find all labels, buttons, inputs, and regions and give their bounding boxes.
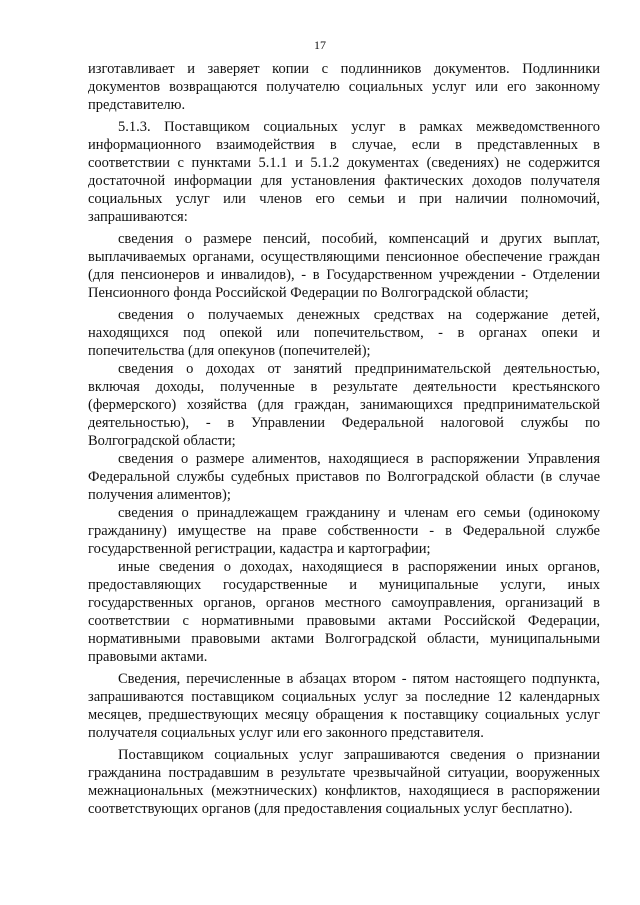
paragraph: сведения о размере алиментов, находящиеся в распоряжении Управления Федеральной службы судебных приставов по Волгоградской области (в случае получения алиментов); <box>88 451 600 503</box>
paragraph: сведения о принадлежащем гражданину и членам его семьи (одинокому гражданину) имуществе на праве собственности - в Федеральной службе государственной регистрации, кадастра и картографии; <box>88 505 600 557</box>
document-body <box>88 60 600 818</box>
paragraph: иные сведения о доходах, находящиеся в распоряжении иных органов, предоставляющих государственные и муниципальные услуги, иных государственных органов, органов местного самоуправления, организаций в соответствии с нормативными правовыми актами Российской Федерации, нормативными правовыми актами Волгоградской области, муниципальными правовыми актами. <box>88 559 600 665</box>
page-number: 17 <box>314 38 326 52</box>
paragraph: сведения о доходах от занятий предпринимательской деятельностью, включая доходы, полученные в результате деятельности крестьянского (фермерского) хозяйства (для граждан, занимающихся предпринимательской деятельностью), - в Управлении Федеральной налоговой службы по Волгоградской области; <box>88 361 600 449</box>
paragraph: сведения о размере пенсий, пособий, компенсаций и других выплат, выплачиваемых органами, осуществляющими пенсионное обеспечение граждан (для пенсионеров и инвалидов), - в Государственном учреждении - Отделении Пенсионного фонда Российской Федерации по Волгоградской области; <box>88 231 600 301</box>
paragraph: сведения о получаемых денежных средствах на содержание детей, находящихся под опекой или попечительством, - в органах опеки и попечительства (для опекунов (попечителей); <box>88 307 600 359</box>
paragraph: 5.1.3. Поставщиком социальных услуг в рамках межведомственного информационного взаимодействия в случае, если в представленных в соответствии с пунктами 5.1.1 и 5.1.2 документах (сведениях) не содержится достаточной информации для установления фактических доходов получателя социальных услуг или членов его семьи и при наличии полномочий, запрашиваются: <box>88 119 600 225</box>
paragraph: Сведения, перечисленные в абзацах втором - пятом настоящего подпункта, запрашиваются поставщиком социальных услуг за последние 12 календарных месяцев, предшествующих месяцу обращения к поставщику социальных услуг получателя социальных услуг или его законного представителя. <box>88 671 600 741</box>
paragraph: изготавливает и заверяет копии с подлинников документов. Подлинники документов возвращаются получателю социальных услуг или его законному представителю. <box>88 61 600 113</box>
paragraph: Поставщиком социальных услуг запрашиваются сведения о признании гражданина пострадавшим в результате чрезвычайной ситуации, вооруженных межнациональных (межэтнических) конфликтов, находящиеся в распоряжении соответствующих органов (для предоставления социальных услуг бесплатно). <box>88 747 600 817</box>
